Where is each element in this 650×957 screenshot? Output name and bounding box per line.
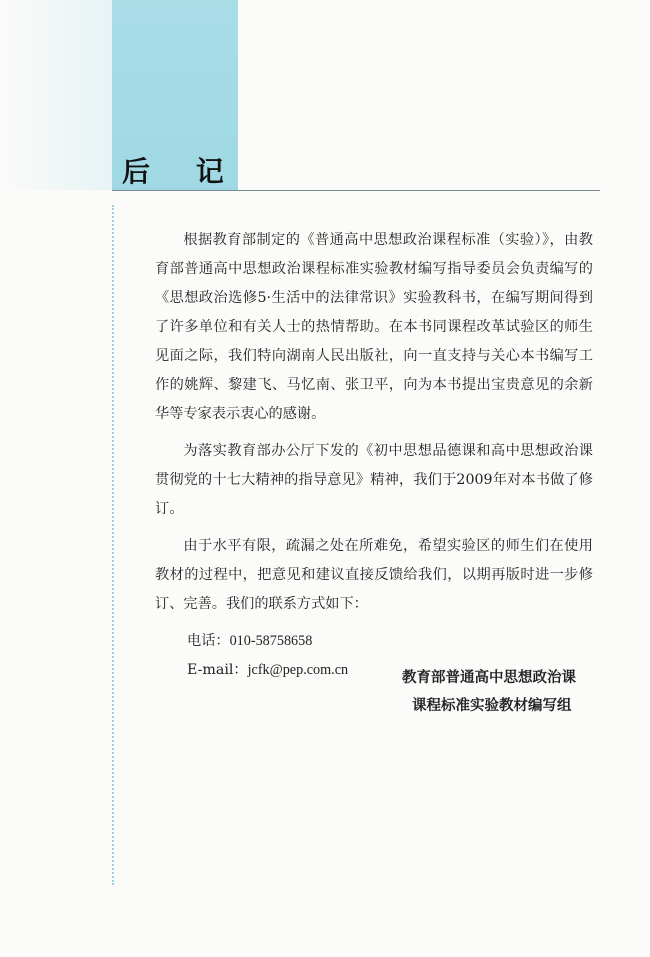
signature-line-1: 教育部普通高中思想政治课	[402, 670, 576, 686]
body-text	[155, 226, 593, 685]
paragraph-3: 由于水平有限，疏漏之处在所难免，希望实验区的师生们在使用教材的过程中，把意见和建议直接反馈给我们，以期再版时进一步修订、完善。我们的联系方式如下：	[155, 538, 593, 612]
paragraph-2: 为落实教育部办公厅下发的《初中思想品德课和高中思想政治课贯彻党的十七大精神的指导意见》精神，我们于2009年对本书做了修订。	[155, 443, 593, 517]
phone-line	[155, 627, 593, 656]
signature	[402, 664, 622, 720]
email-label: E-mail：	[187, 662, 248, 678]
margin-dotted-line	[112, 205, 114, 885]
paragraph-1: 根据教育部制定的《普通高中思想政治课程标准（实验）》，由教育部普通高中思想政治课程标准实验教材编写指导委员会负责编写的《思想政治选修5·生活中的法律常识》实验教科书，在编写期间得到了许多单位和有关人士的热情帮助。在本书同课程改革试验区的师生见面之际，我们特向湖南人民出版社，向一直支持与关心本书编写工作的姚辉、黎建飞、马忆南、张卫平，向为本书提出宝贵意见的余新华等专家表示衷心的感谢。	[155, 232, 593, 422]
phone-number: 010-58758658	[229, 633, 313, 649]
page-title: 后 记	[122, 155, 242, 188]
phone-label: 电话：	[187, 633, 230, 649]
signature-line-2: 课程标准实验教材编写组	[412, 698, 572, 714]
title-divider	[112, 190, 600, 191]
email-address: jcfk@pep.com.cn	[247, 662, 349, 678]
